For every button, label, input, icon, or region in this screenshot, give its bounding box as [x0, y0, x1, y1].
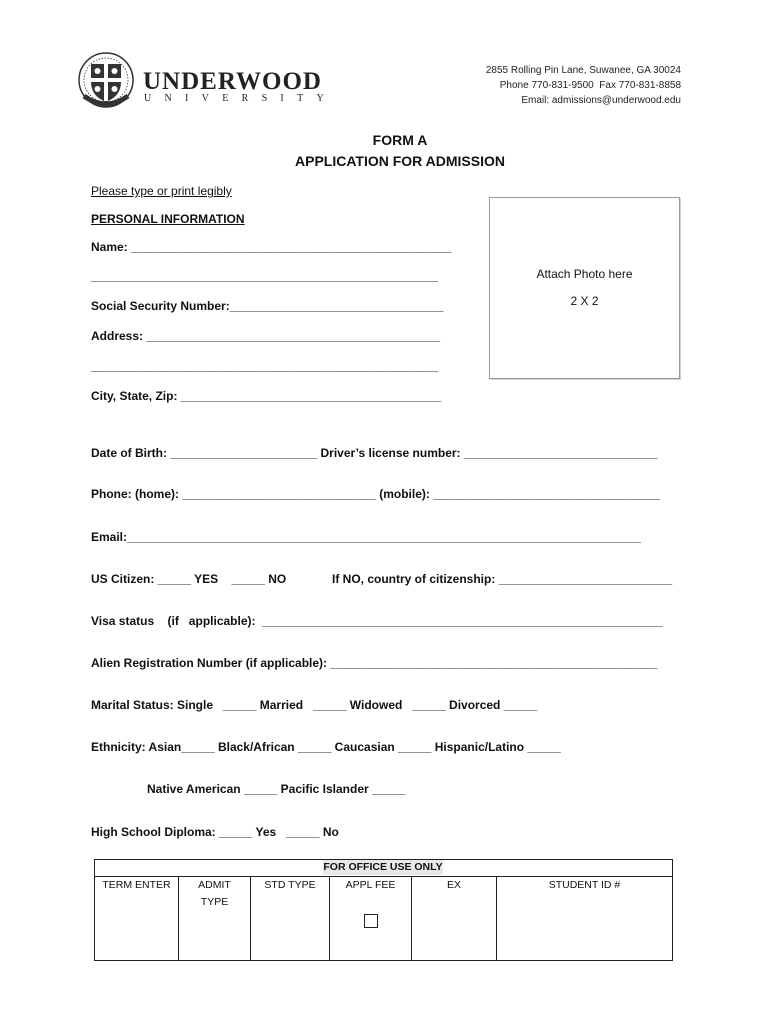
address-field-continued[interactable]: ____________________________________________________	[91, 359, 439, 373]
contact-email: Email: admissions@underwood.edu	[521, 95, 681, 106]
name-field-continued[interactable]: ____________________________________________________	[91, 269, 439, 283]
form-title: FORM A	[372, 132, 428, 148]
col-ex: EX	[412, 876, 497, 960]
appl-fee-checkbox[interactable]	[364, 914, 378, 928]
col-admit-type: ADMIT TYPE	[179, 876, 251, 960]
col-appl-fee: APPL FEE	[330, 876, 412, 960]
contact-address: 2855 Rolling Pin Lane, Suwanee, GA 30024	[485, 65, 681, 76]
diploma-field[interactable]: High School Diploma: _____ Yes _____ No	[91, 825, 339, 839]
ssn-field[interactable]: Social Security Number:________________________________	[91, 299, 444, 313]
visa-status-field[interactable]: Visa status (if applicable): ____________________________________________________________	[91, 614, 663, 628]
col-std-type: STD TYPE	[251, 876, 330, 960]
dob-license-field[interactable]: Date of Birth: ______________________ Driver’s license number: _____________________________	[91, 446, 658, 460]
photo-box	[489, 197, 680, 379]
citizenship-country-field[interactable]: If NO, country of citizenship: __________________________	[332, 572, 673, 586]
marital-status-field[interactable]: Marital Status: Single _____ Married _____ Widowed _____ Divorced _____	[91, 698, 538, 712]
office-use-heading: FOR OFFICE USE ONLY	[323, 861, 443, 873]
email-field[interactable]: Email:_____________________________________________________________________________	[91, 530, 641, 544]
form-subtitle: APPLICATION FOR ADMISSION	[295, 153, 505, 169]
photo-size: 2 X 2	[570, 294, 599, 308]
alien-registration-field[interactable]: Alien Registration Number (if applicable): _________________________________________________	[91, 656, 658, 670]
col-student-id: STUDENT ID #	[497, 876, 673, 960]
office-use-table	[94, 859, 673, 961]
name-field[interactable]: Name: ________________________________________________	[91, 240, 452, 254]
ethnicity-field-continued[interactable]: Native American _____ Pacific Islander _____	[147, 782, 406, 796]
university-seal-icon	[78, 52, 134, 108]
ethnicity-field[interactable]: Ethnicity: Asian_____ Black/African _____ Caucasian _____ Hispanic/Latino _____	[91, 740, 561, 754]
col-term-enter: TERM ENTER	[95, 876, 179, 960]
city-state-zip-field[interactable]: City, State, Zip: _______________________________________	[91, 389, 442, 403]
section-heading: PERSONAL INFORMATION	[91, 212, 245, 226]
address-field[interactable]: Address: ____________________________________________	[91, 329, 440, 343]
phone-field[interactable]: Phone: (home): _____________________________ (mobile): __________________________________	[91, 487, 661, 501]
contact-phone: Phone 770-831-9500 Fax 770-831-8858	[499, 80, 681, 91]
instruction-text: Please type or print legibly	[91, 184, 232, 198]
university-name: UNDERWOOD	[143, 68, 322, 95]
university-subtitle: UNIVERSITY	[144, 93, 337, 104]
us-citizen-field[interactable]: US Citizen: _____ YES _____ NO	[91, 572, 287, 586]
photo-label: Attach Photo here	[536, 267, 633, 281]
